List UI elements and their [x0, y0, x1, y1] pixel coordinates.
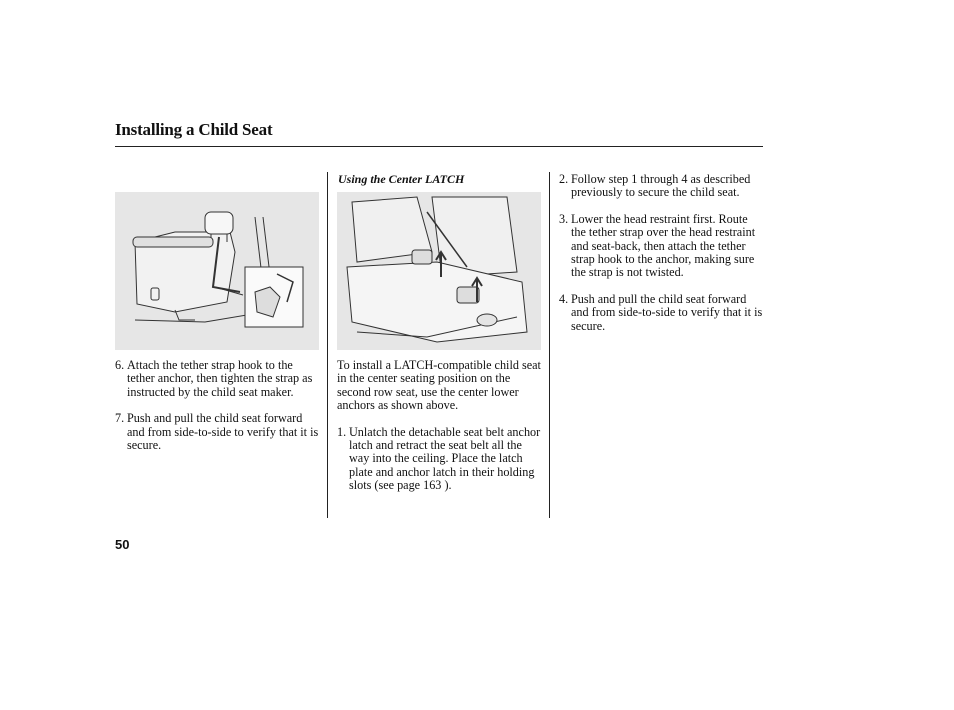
column-3 — [559, 173, 763, 346]
instruction-step — [115, 412, 321, 452]
step-number: 6. — [115, 358, 125, 372]
tether-anchor-illustration — [115, 192, 319, 350]
instruction-step — [559, 293, 763, 333]
step-number: 4. — [559, 291, 569, 306]
step-number: 1. — [337, 424, 347, 439]
center-latch-illustration — [337, 192, 541, 350]
column-2 — [337, 359, 541, 506]
step-text: Push and pull the child seat forward and from side-to-side to verify that it is secure. — [571, 291, 763, 333]
column-divider — [549, 172, 550, 518]
intro-paragraph: To install a LATCH-compatible child seat in the center seating position on the second row seat, use the center lower anchors as shown above. — [337, 358, 541, 413]
instruction-step — [559, 173, 763, 200]
page-number: 50 — [115, 537, 130, 552]
step-number: 2. — [559, 172, 569, 186]
center-latch-figure — [337, 192, 541, 350]
instruction-step — [337, 426, 541, 493]
title-rule — [115, 146, 763, 147]
step-text: Follow step 1 through 4 as described previously to secure the child seat. — [571, 172, 751, 200]
step-number: 7. — [115, 411, 125, 426]
step-number: 3. — [559, 211, 569, 226]
tether-anchor-figure — [115, 192, 319, 350]
column-1 — [115, 359, 321, 465]
section-subheading: Using the Center LATCH — [338, 172, 465, 186]
step-text: Unlatch the detachable seat belt anchor latch and retract the seat belt all the way into the ceiling. Place the latch plate and anchor latch in their holding slots (see page 163 ). — [349, 424, 541, 493]
step-text: Lower the head restraint first. Route the tether strap over the head restraint and seat-back, then attach the tether strap hook to the anchor, making sure the strap is not twisted. — [571, 211, 756, 280]
column-divider — [327, 172, 328, 518]
step-text: Push and pull the child seat forward and from side-to-side to verify that it is secure. — [127, 411, 319, 453]
instruction-step — [559, 213, 763, 280]
instruction-step — [115, 359, 321, 399]
page-title: Installing a Child Seat — [115, 120, 273, 139]
step-text: Attach the tether strap hook to the tether anchor, then tighten the strap as instructed by the child seat maker. — [127, 358, 313, 399]
